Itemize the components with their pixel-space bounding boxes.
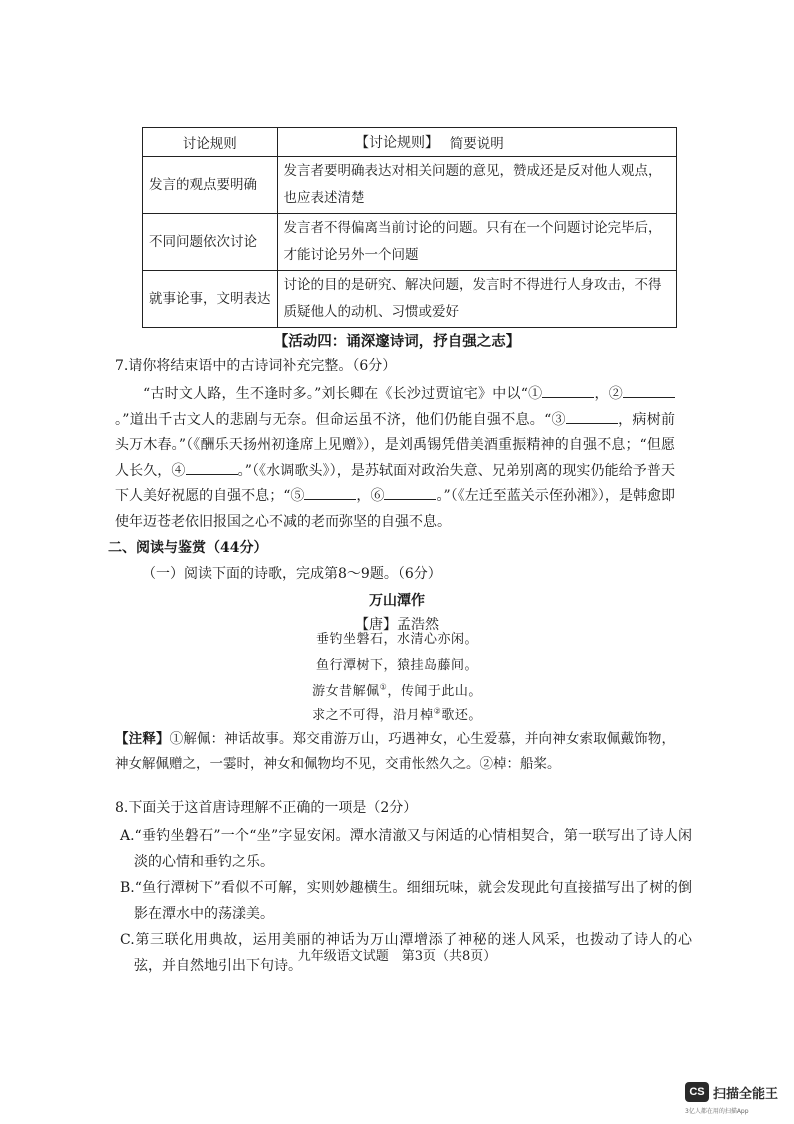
- answer-blank-6[interactable]: [384, 485, 436, 500]
- camscanner-logo-icon: CS: [685, 1082, 709, 1102]
- desc-cell: 发言者要明确表达对相关问题的意见，赞成还是反对他人观点，也应表述清楚: [277, 157, 677, 214]
- table-header-row: [143, 128, 677, 157]
- table-title: 【讨论规则】: [355, 135, 439, 151]
- section-heading: 二、阅读与鉴赏（44分）: [108, 540, 268, 556]
- option-c: C.第三联化用典故，运用美丽的神话为万山潭增添了神秘的迷人风采，也拨动了诗人的心弦，并自然地引出下句诗。: [120, 932, 692, 974]
- poem-line: 求之不可得，沿月棹②歌还。: [312, 706, 482, 723]
- footnote-marker: ①: [379, 682, 388, 692]
- option-a: A.“垂钓坐磐石”一个“坐”字显安闲。潭水清澈又与闲适的心情相契合，第一联写出了诗人闲淡的心情和垂钓之乐。: [120, 828, 692, 870]
- annotation: [115, 727, 675, 777]
- rule-cell: 就事论事，文明表达: [143, 271, 278, 328]
- annotation-label: 【注释】: [115, 731, 170, 747]
- table-row: [143, 271, 677, 328]
- answer-blank-1[interactable]: [542, 383, 594, 398]
- q7-text: ，病树前头万木春。”（《酬乐天扬州初逢席上见赠》），是刘禹锡凭借美酒重振精神的自强不息；“但愿人长久，④: [115, 411, 675, 479]
- q7-text: “古时文人路，生不逢时多。”刘长卿在《长沙过贾谊宅》中以“①: [143, 386, 543, 402]
- table-row: [143, 157, 677, 214]
- answer-blank-5[interactable]: [304, 485, 356, 500]
- desc-cell: 发言者不得偏离当前讨论的问题。只有在一个问题讨论完毕后，才能讨论另外一个问题: [277, 214, 677, 271]
- rule-cell: 发言的观点要明确: [143, 157, 278, 214]
- q7-text: ，②: [594, 386, 623, 402]
- q7-text: 。”道出千古文人的悲剧与无奈。但命运虽不济，他们仍能自强不息。“③: [115, 411, 566, 428]
- q7-text: ，⑥: [356, 488, 385, 504]
- q7-text: 。”（《左迁至蓝关示侄孙湘》），是韩愈即使年迈苍老依旧报国之心不减的老而弥坚的自强不息。: [115, 488, 675, 530]
- poem-line: 垂钓坐磐石，水清心亦闲。: [315, 632, 478, 647]
- q7-text: 。”（《水调歌头》），是苏轼面对政治失意、兄弟别离的现实仍能给予普天下人美好祝愿的自强不息；“⑤: [115, 462, 676, 504]
- answer-blank-4[interactable]: [186, 460, 238, 475]
- table-row: [143, 214, 677, 271]
- watermark-name: 扫描全能王: [713, 1087, 779, 1102]
- poem-author: 【唐】孟浩然: [355, 617, 439, 633]
- poem-line: 游女昔解佩①，传闻于此山。: [312, 682, 482, 699]
- table-header: 简要说明: [277, 128, 677, 157]
- option-b: B.“鱼行潭树下”看似不可解，实则妙趣横生。细细玩味，就会发现此句直接描写出了树的倒影在潭水中的荡漾美。: [120, 880, 692, 922]
- rule-cell: 不同问题依次讨论: [143, 214, 278, 271]
- subsection-heading: （一）阅读下面的诗歌，完成第8～9题。（6分）: [142, 566, 442, 582]
- desc-cell: 讨论的目的是研究、解决问题，发言时不得进行人身攻击，不得质疑他人的动机、习惯或爱好: [277, 271, 677, 328]
- answer-blank-3[interactable]: [566, 409, 618, 424]
- footnote-marker: ②: [433, 706, 442, 716]
- watermark-tagline: 3亿人都在用的扫描App: [685, 1108, 749, 1115]
- question-7-stem: 7.请你将结束语中的古诗词补充完整。（6分）: [115, 358, 397, 374]
- page-footer: 九年级语文试题 第3页（共8页）: [297, 949, 497, 964]
- poem-line: 鱼行潭树下，猿挂岛藤间。: [315, 658, 478, 673]
- activity-heading: 【活动四：诵深邃诗词，抒自强之志】: [273, 333, 521, 350]
- question-8-stem: 8.下面关于这首唐诗理解不正确的一项是（2分）: [115, 800, 418, 816]
- question-7-body: [115, 382, 675, 535]
- table-header: 讨论规则: [143, 128, 278, 157]
- poem-title: 万山潭作: [369, 593, 425, 609]
- scanner-watermark: [685, 1082, 785, 1122]
- annotation-text: ①解佩：神话故事。郑交甫游万山，巧遇神女，心生爱慕，并向神女索取佩戴饰物，神女解佩赠之，一霎时，神女和佩物均不见，交甫怅然久之。②棹：船桨。: [115, 731, 676, 772]
- rules-table: [142, 127, 677, 328]
- answer-blank-2[interactable]: [623, 383, 675, 398]
